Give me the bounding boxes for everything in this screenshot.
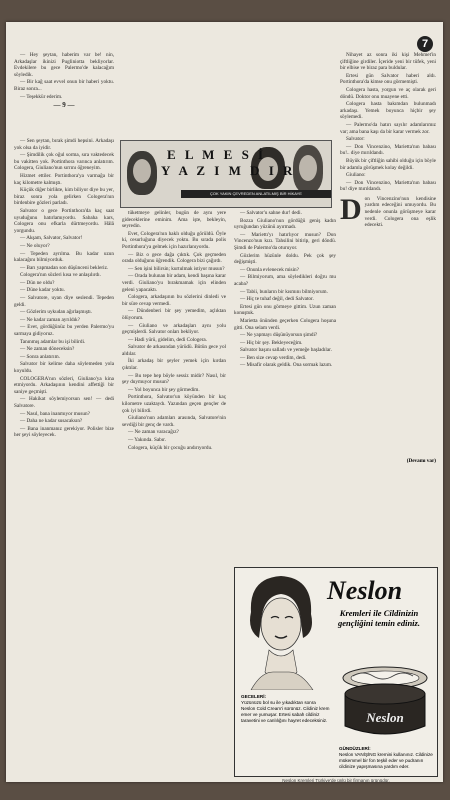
column-1-lead — [14, 52, 114, 136]
section-divider: — 9 — — [53, 101, 75, 110]
paragraph: — Tepeden ayrılma. Bu kadar uzun kalacağını bilmiyorduk. — [14, 250, 114, 264]
paragraph: — Orada bulunan bir adam, kendi başına karar verdi. Giuliano'yu bırakmamak için elinden geleni yapacaktı. — [122, 273, 226, 293]
paragraph: — Sonra anlatırım. — [20, 353, 60, 360]
brand-name: Neslon — [327, 576, 403, 605]
day-instructions — [339, 746, 433, 770]
paragraph: Salvator başını salladı ve yemeğe başladılar. — [240, 347, 332, 354]
face-man-image — [299, 155, 317, 181]
story-title-banner — [120, 140, 332, 208]
paragraph: — Dündenberi bir şey yemedim, açlıktan ölüyorum. — [122, 308, 226, 321]
paragraph: Giuliano'nun adamları arasında, Salvatore'nin sevdiği bir genç de vardı. — [122, 415, 226, 428]
paragraph: — Bana inanmanız gerekiyor. Polisler bize her şeyi söyleyecek. — [14, 425, 114, 439]
paragraph: Salvator: — [346, 136, 365, 143]
paragraph: İki arkadaş bir şeyler yemek için kırdan çıktılar. — [122, 358, 226, 372]
paragraph: Salvator bir kelime daha söylemeden yola koyuldu. — [14, 361, 114, 374]
paragraph: — Bu tepe hep böyle sessiz midir? Nasıl, bir şey duymuyor musun? — [122, 372, 226, 386]
paragraph: Salvator o gece Portinthora'da kaç saat uyuduğunu hatırlamıyordu. Sabaha kars, Cologera onu efkarla dürtmeyordu. Hâlâ yorgundu. — [14, 207, 114, 234]
cream-advertisement — [234, 567, 438, 777]
paragraph: — Yol boyunca bir şey görmedim. — [128, 386, 200, 393]
paragraph: Marietta önünden geçerken Cologera hoşuna gitti. Ona selam verdi. — [234, 317, 336, 331]
paragraph: — Düne kadar yoktu. — [20, 287, 65, 294]
night-instructions — [241, 694, 331, 724]
column-3 — [234, 210, 336, 570]
story-title-line-1: E L M E S İ — [167, 147, 267, 162]
paragraph: Gözlerim hüzünle doldu. Pek çok şey değişmişti. — [234, 252, 336, 266]
paragraph: Cologera hasta bakımdan bulunmadı arkadaşı. Yemek boyunca hiçbir şey söylemedi. — [340, 101, 436, 121]
paragraph: — Mariettı'yı hatırlıyor musun? Don Vincenzo'nun kızı. Tahsilini bitirip, geri döndü. Şimdi de Palermo'da oturuyor. — [234, 231, 336, 251]
cream-jar-illustration — [339, 664, 431, 742]
paragraph: — Dün ne oldu? — [20, 279, 55, 286]
paragraph: COLOGERA'nın sözleri, Giuliano'ya kina etmiyordu. Arkadaşının kendini affettiği bir saniye geçmişti. — [14, 375, 114, 395]
paragraph: — Ben size cevap verdim, dedi. — [240, 354, 307, 361]
paragraph: — Ne zaman döneceksin? — [20, 346, 75, 353]
page-number-badge: 7 — [417, 36, 433, 52]
paragraph: Tanınmış adamlar bu işi bilirdi. — [20, 338, 86, 345]
paragraph: — Misafir olarak geldik. Ona sormak lazım. — [240, 362, 333, 369]
column-4 — [340, 52, 436, 452]
lead-text — [14, 52, 114, 109]
paragraph: — Ne kadar zaman ayrıldık? — [20, 316, 80, 323]
paragraph: — Hakikat söylemiyorsun sen! — dedi Salvatore. — [14, 396, 114, 409]
paragraph: — Biz o gece dağa çıktık. Çok geçmeden orada olduğunu öğrendik. Cologera bizi çağırdı. — [122, 251, 226, 265]
paragraph: Bozza Giuliano'nun gördüğü geniş kadın uyruğundan yüzünü ayırmadı. — [234, 217, 336, 231]
paragraph: — Onunla evlenecek misin? — [240, 266, 299, 273]
paragraph: — Gözlerim uykudan ağırlaşmıştı. — [20, 309, 93, 316]
paragraph: Giuliano: — [346, 172, 366, 179]
column-2 — [122, 210, 226, 740]
paragraph: — Salvator'u sahne dur! dedi. — [240, 210, 302, 216]
lead-paragraph: — Bir kağ saat evvel onun bir haberi yoktu. Biraz sonra... — [14, 79, 114, 92]
paragraph: — Akşam, Salvator, Salvator! — [20, 235, 83, 242]
paragraph: — Ne oluyor? — [20, 242, 50, 249]
paragraph: Cologera'nın sözleri kısa ve anlaşılırdı. — [20, 272, 101, 279]
jar-brand-label: Neslon — [366, 710, 404, 725]
paragraph: — Evet, gördüğünüz bu yerden Palermo'yu sarmaya gidiyoruz. — [14, 324, 114, 338]
lead-paragraph: — Hey şeytan, haberim var be! nin, Arkadaşlar ikinizi Pugliniotta bekliyorlar. Evdekilere bu gece Palermo'de kalacağım söyledik. — [14, 52, 114, 78]
day-title: GÜNDÜZLERİ: — [339, 746, 371, 751]
paragraph: — Nasıl, bana inanmıyor musun? — [20, 410, 90, 417]
paragraph: — Sen şeytan, bırak şimdi hepsini. Arkadaşı yok olsa da iyidir. — [14, 138, 114, 151]
paragraph: — Tabii, bunların bir kısmını bilmiyorum. — [240, 288, 328, 295]
paragraph: — Şimdilik çok oğul sorma, sıra vaktedecek bu vakitten yok. Portinthora varınca anlatırım. Cologera, Giuliano'nun sırrını öğreneyim. — [14, 152, 114, 172]
paragraph: — Daha ne kadar susacaksın? — [20, 418, 83, 425]
paragraph: Cologera hasta, yorgun ve aç olarak geri döndü. Doktor onu muayene etti. — [340, 86, 436, 100]
paragraph: Cologera, küçük bir çocuğu andırıyordu. — [128, 444, 213, 451]
night-text: Yüzünüzü bol su ile yıkadıktan sonra Neslon Cold Cream'i sürünüz. Cildiniz krem emer ve yumuşar. Ertesi sabah cildiniz taravetini ve canlılığını hayret edeceksiniz. — [241, 700, 330, 723]
paragraph: Büyük bir çiftliğin sahibi olduğu için böyle bir adamla görüşmek kolay değildi. — [340, 157, 436, 171]
paragraph: Ertesi gün onu görmeye gittim. Uzun zaman konuştuk. — [234, 303, 336, 317]
paragraph: Salvator de arkasından yürüdü. Bütün gece yol aldılar. — [122, 344, 226, 357]
paragraph: — Yakında. Sabır. — [128, 437, 166, 443]
paragraph: Hizmet ettiler. Portinthora'ya varmağa bir kaç kilometre kalmıştı. — [14, 172, 114, 186]
dropcap-paragraph — [340, 192, 436, 229]
woman-portrait-illustration — [241, 572, 323, 690]
paragraph: Küçük diğer birlikte, kim biliyor diye bu yer, biraz sonra yola gelirken Cologera'nın birdenbire gözleri parladı. — [14, 187, 114, 207]
ad-slogan: Kremleri ile Cildinizin gençliğini temin ediniz. — [338, 608, 420, 628]
dropcap-letter: D — [340, 192, 362, 226]
story-title-line-2: Y A Z I M D I R — [161, 163, 296, 178]
paragraph: — Hiç te tuhaf değil, dedi Salvator. — [240, 296, 314, 303]
ad-footer-note: Neslon Kremleri Türkiye'de ünlü bir firmanın ürünüdür. — [282, 778, 390, 782]
night-title: GECELERİ: — [241, 694, 267, 699]
paragraph: — Salvatore, uyan diye seslendi. Tepeden geldi. — [14, 295, 114, 308]
paragraph: Cologera, arkadaşının bu sözlerini dinledi ve bir süre cevap vermedi. — [122, 294, 226, 307]
paragraph: Ertesi gün Salvator haberi aldı. Portinthora'da kimse onu görmemişti. — [340, 72, 436, 86]
paragraph: — Ne yapmayı düşünüyorsun şimdi? — [240, 332, 318, 339]
story-credit-strip: ÇOK YAKIN ÇEVREDEN ANLATILMIŞ BİR HİKAYE — [181, 190, 331, 198]
column-1 — [14, 138, 114, 748]
paragraph: — Don Vincenzino, Marietta'nın babası bu!.. diye mırıldandı. — [340, 143, 436, 157]
paragraph: Portinthora, Salvator'un köyünden bir kaç kilometre uzaktaydı. Yazından geçen gençler de çok iyi bilirdi. — [122, 394, 226, 414]
magazine-page — [6, 22, 443, 782]
paragraph: — Hiç bir şey. Bekleyeceğim. — [240, 339, 303, 346]
paragraph: — Don Vincenzino, Marietta'nın babası bu! diye mırıldandı. — [340, 179, 436, 193]
paragraph: Nihayet az sonra iki kişi Mehmet'in çiftliğine girdiler. İçeride yeni bir tüfek, yeni bir elbise ve biraz para buldular. — [340, 52, 436, 72]
dropcap-paragraph-text: on Vincenzino'nun kendisine yardım edeceğini umuyordu. Bu nedenle onunla görüşmeye karar verdi. Cologera ona eşlik edecekti. — [364, 195, 436, 229]
face-left-image — [133, 159, 151, 183]
paragraph: — Giuliano ve arkadaşları aynı yolu geçmişlerdi. Salvator onları bekliyor. — [122, 322, 226, 336]
paragraph: tüketmeye gelinler, bugün de aynı yere gideceklerine eminim. Ama işte, bekleyin, seyredin. — [122, 210, 226, 230]
paragraph: — Bilmiyorum, ama söyledikleri doğru mu acaba? — [234, 274, 336, 287]
paragraph: — Ne zaman varacağız? — [128, 429, 179, 436]
day-text: Neslon VANİŞİNG kremini kullanınız. Cildinize mükemmel bir fon teşkil eder ve pudranın cildinize yapışmasına yardım eder. — [339, 752, 433, 769]
continued-note: (Devamı var) — [406, 458, 436, 464]
lead-paragraph: — Teşekkür ederim. — [20, 93, 63, 100]
paragraph: — Barı yapmadan son düşünceni bekleriz. — [20, 264, 109, 271]
paragraph: — Palermo'da hatırı sayılır adamlarımız var; ama bana kaşı da bir karar vermek zor. — [340, 121, 436, 135]
paragraph: Evet, Cologera'nın haklı olduğu görüldü. Öyle ki, cesurluğuna diyecek yoktu. Bu sırada polis Portinthora'ya gelmek için hazırlanıyordu. — [122, 230, 226, 250]
paragraph: — Hadi yürü, gidelim, dedi Cologera. — [128, 336, 207, 343]
paragraph: — Sen işini bilirsin; kurtulmak istiyor musun? — [128, 265, 225, 272]
